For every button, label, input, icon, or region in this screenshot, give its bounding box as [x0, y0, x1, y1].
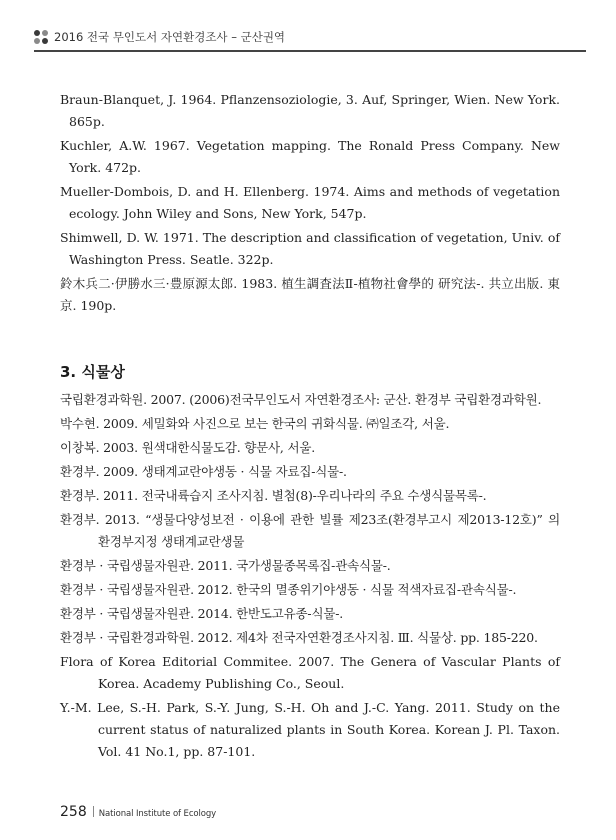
reference-item: Kuchler, A.W. 1967. Vegetation mapping. The Ronald Press Company. New York. 472p.	[60, 138, 560, 175]
reference-item: Shimwell, D. W. 1971. The description and classification of vegetation, Univ. of Washington Press. Seatle. 322p.	[60, 230, 560, 267]
running-header	[34, 26, 586, 48]
reference-item: 환경부 · 국립생물자원관. 2011. 국가생물종목록집-관속식물-.	[60, 558, 391, 573]
header-title: 2016 전국 무인도서 자연환경조사 – 군산권역	[54, 30, 286, 44]
reference-item: 환경부 · 국립환경과학원. 2012. 제4차 전국자연환경조사지침. Ⅲ. 식물상. pp. 185-220.	[60, 630, 538, 645]
reference-item: 환경부 · 국립생물자원관. 2014. 한반도고유종-식물-.	[60, 606, 343, 621]
reference-item: 국립환경과학원. 2007. (2006)전국무인도서 자연환경조사: 군산. 환경부 국립환경과학원.	[60, 392, 542, 407]
reference-item: 환경부. 2011. 전국내륙습지 조사지침. 별첨(8)-우리나라의 주요 수생식물목록-.	[60, 488, 487, 503]
section-heading: 3. 식물상	[60, 363, 125, 381]
page-number: 258	[60, 804, 87, 820]
header-rule	[34, 50, 586, 52]
reference-item: 환경부 · 국립생물자원관. 2012. 한국의 멸종위기야생동 · 식물 적색자료집-관속식물-.	[60, 582, 517, 597]
reference-item: 환경부. 2013. “생물다양성보전 · 이용에 관한 빌률 제23조(환경부고시 제2013-12호)” 의 환경부지정 생태계교란생물	[60, 512, 560, 549]
footer-divider	[93, 806, 94, 817]
reference-item: 환경부. 2009. 생태계교란야생동 · 식물 자료집-식물-.	[60, 464, 347, 479]
reference-item: 鈴木兵二·伊勝水三·豊原源太郎. 1983. 植生調査法Ⅱ-植物社會學的 研究法-. 共立出版. 東京. 190p.	[60, 276, 560, 313]
reference-item: Y.-M. Lee, S.-H. Park, S.-Y. Jung, S.-H. Oh and J.-C. Yang. 2011. Study on the current status of naturalized plants in South Korea. Korean J. Pl. Taxon. Vol. 41 No.1, pp. 87-101.	[60, 700, 560, 759]
reference-item: Mueller-Dombois, D. and H. Ellenberg. 1974. Aims and methods of vegetation ecology. John Wiley and Sons, New York, 547p.	[60, 184, 560, 221]
page-footer	[60, 801, 216, 820]
references-list-a	[60, 89, 560, 319]
header-dots-icon	[34, 30, 48, 44]
footer-institution: National Institute of Ecology	[98, 809, 217, 819]
references-list-b	[60, 389, 560, 765]
reference-item: 박수현. 2009. 세밀화와 사진으로 보는 한국의 귀화식물. ㈜일조각, 서울.	[60, 416, 450, 431]
reference-item: Braun-Blanquet, J. 1964. Pflanzensoziologie, 3. Auf, Springer, Wien. New York. 865p.	[60, 92, 560, 129]
reference-item: 이창복. 2003. 원색대한식물도감. 향문사, 서울.	[60, 440, 315, 455]
reference-item: Flora of Korea Editorial Commitee. 2007. The Genera of Vascular Plants of Korea. Academy Publishing Co., Seoul.	[60, 654, 560, 691]
